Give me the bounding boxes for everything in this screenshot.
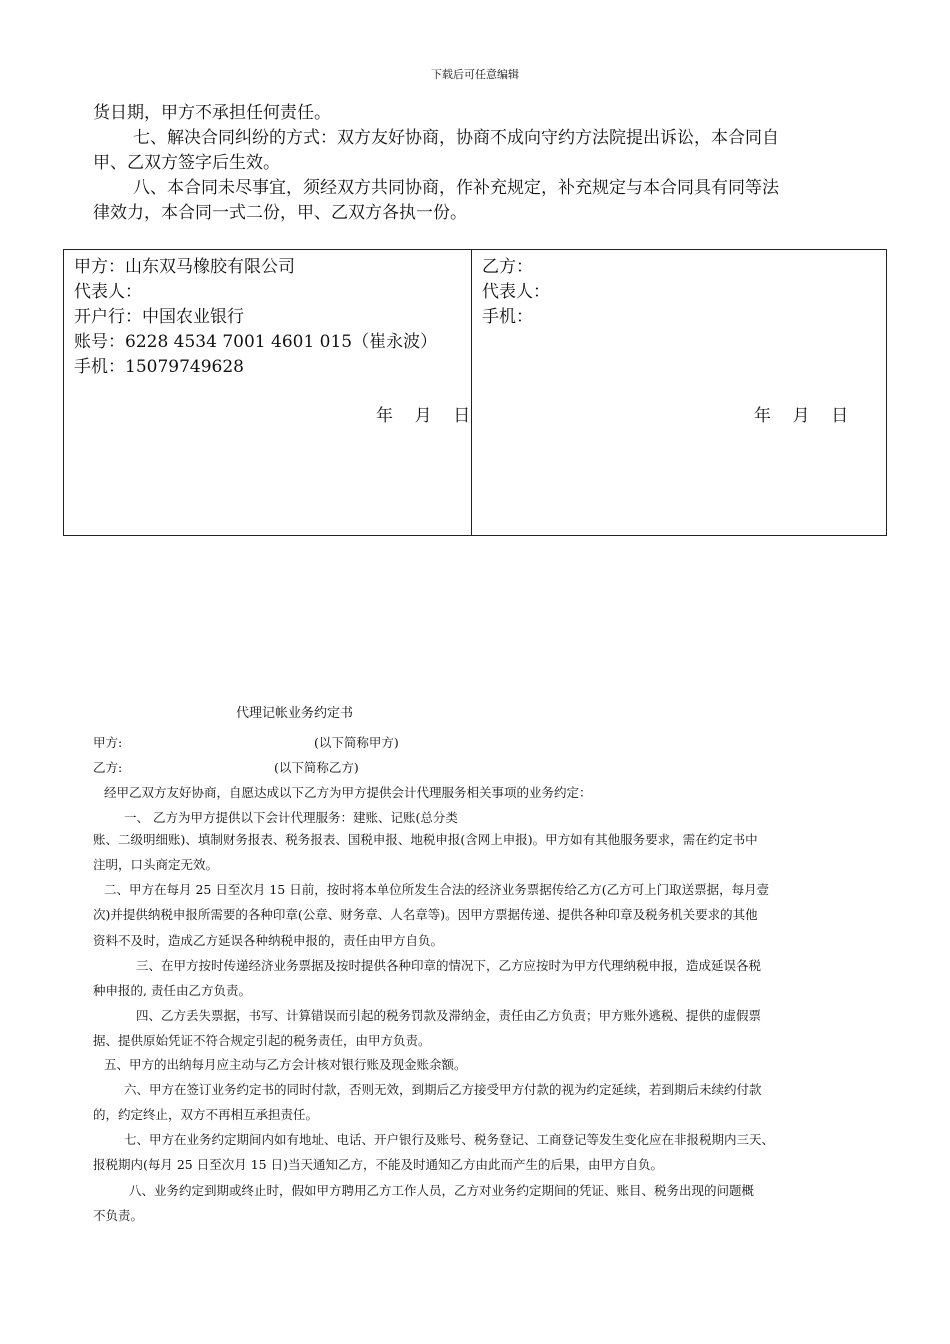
clause-7: 七、解决合同纠纷的方式：双方友好协商，协商不成向守约方法院提出诉讼，本合同自	[133, 128, 779, 148]
party-a-date: 年 月 日	[376, 406, 471, 426]
party-a-label: 甲方:	[93, 735, 123, 750]
party-b-cell	[472, 250, 887, 536]
intro-line: 经甲乙双方友好协商，自愿达成以下乙方为甲方提供会计代理服务相关事项的业务约定：	[104, 785, 592, 800]
clause-1: 一、 乙方为甲方提供以下会计代理服务：建账、记账(总分类	[124, 810, 458, 825]
clause-line: 不负责。	[93, 1208, 144, 1223]
clause-line: 账、二级明细账)、填制财务报表、税务报表、国税申报、地税申报(含网上申报)。甲方如有其他服务要求，需在约定书中	[93, 832, 758, 847]
party-a-phone: 手机：15079749628	[74, 357, 244, 377]
party-b-rep: 代表人：	[482, 282, 550, 302]
party-b-date: 年 月 日	[754, 406, 849, 426]
clause-7b: 七、甲方在业务约定期间内如有地址、电话、开户银行及账号、税务登记、工商登记等发生变化应在非报税期内三天、	[124, 1132, 775, 1147]
clause-6: 六、甲方在签订业务约定书的同时付款，否则无效，到期后乙方接受甲方付款的视为约定延续，若到期后未续约付款	[124, 1082, 762, 1097]
clause-2: 二、甲方在每月 25 日至次月 15 日前，按时将本单位所发生合法的经济业务票据传给乙方(乙方可上门取送票据，每月壹	[104, 882, 770, 897]
header-note: 下载后可任意编辑	[431, 68, 519, 81]
party-b-name: 乙方：	[482, 257, 533, 277]
clause-line: 货日期，甲方不承担任何责任。	[93, 103, 331, 123]
clause-3: 三、在甲方按时传递经济业务票据及按时提供各种印章的情况下，乙方应按时为甲方代理纳税申报，造成延误各税	[136, 958, 762, 973]
clause-5: 五、甲方的出纳每月应主动与乙方会计核对银行账及现金账余额。	[104, 1057, 467, 1072]
party-a-rep: 代表人：	[74, 282, 142, 302]
party-a-cell	[64, 250, 472, 536]
clause-8: 八、本合同未尽事宜，须经双方共同协商，作补充规定，补充规定与本合同具有同等法	[133, 178, 779, 198]
clause-line: 注明，口头商定无效。	[93, 857, 219, 872]
contract-title: 代理记帐业务约定书	[236, 706, 354, 721]
party-a-bank: 开户行：中国农业银行	[74, 307, 244, 327]
party-b-label: 乙方:	[93, 760, 123, 775]
party-a-account: 账号：6228 4534 7001 4601 015（崔永波）	[74, 332, 438, 352]
clause-line: 资料不及时，造成乙方延误各种纳税申报的，责任由甲方自负。	[93, 933, 444, 948]
clause-line: 甲、乙双方签字后生效。	[93, 153, 280, 173]
party-a-note: (以下简称甲方)	[314, 735, 399, 750]
clause-line: 次)并提供纳税申报所需要的各种印章(公章、财务章、人名章等)。因甲方票据传递、提供各种印章及税务机关要求的其他	[93, 907, 758, 922]
party-b-phone: 手机：	[482, 307, 533, 327]
signature-table	[63, 249, 887, 536]
clause-line: 报税期内(每月 25 日至次月 15 日)当天通知乙方，不能及时通知乙方由此而产生的后果，由甲方自负。	[93, 1157, 663, 1172]
party-a-name: 甲方：山东双马橡胶有限公司	[74, 257, 295, 277]
clause-line: 的，约定终止，双方不再相互承担责任。	[93, 1107, 319, 1122]
clause-4: 四、乙方丢失票据，书写、计算错误而引起的税务罚款及滞纳金，责任由乙方负责；甲方账外逃税、提供的虚假票	[136, 1008, 762, 1023]
clause-line: 种申报的, 责任由乙方负责。	[93, 983, 251, 998]
party-b-note: (以下简称乙方)	[274, 760, 359, 775]
clause-line: 律效力，本合同一式二份，甲、乙双方各执一份。	[93, 203, 467, 223]
clause-line: 据、提供原始凭证不符合规定引起的税务责任，由甲方负责。	[93, 1033, 431, 1048]
clause-8b: 八、业务约定到期或终止时，假如甲方聘用乙方工作人员，乙方对业务约定期间的凭证、账目、税务出现的问题概	[129, 1183, 755, 1198]
